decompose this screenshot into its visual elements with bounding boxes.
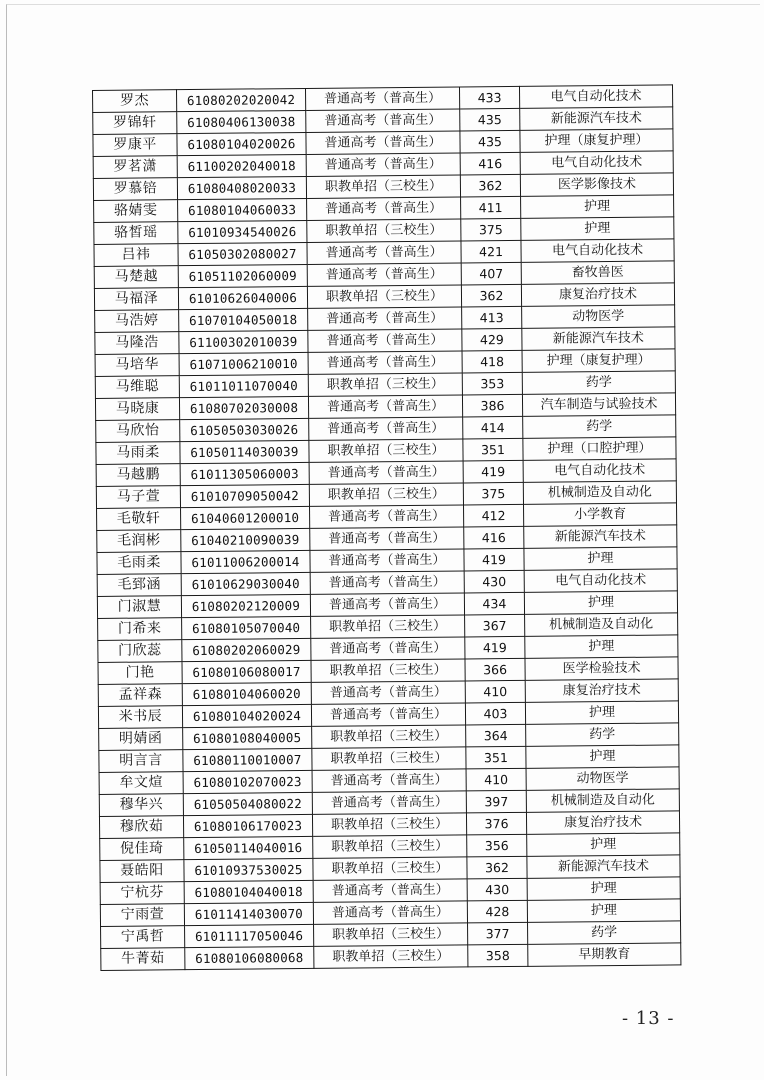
student-name-cell: 罗锦轩 [93, 112, 177, 135]
score-cell: 353 [462, 372, 522, 395]
score-cell: 413 [462, 306, 522, 329]
student-name-cell: 宁雨萱 [100, 904, 184, 927]
major-cell: 护理 [524, 547, 677, 570]
score-cell: 414 [463, 416, 523, 439]
score-cell: 410 [465, 680, 525, 703]
major-cell: 新能源汽车技术 [520, 107, 673, 130]
admission-type-cell: 普通高考（普高生） [313, 879, 467, 902]
score-cell: 362 [461, 284, 521, 307]
score-cell: 419 [463, 460, 523, 483]
major-cell: 机械制造及自动化 [525, 613, 678, 636]
major-cell: 电气自动化技术 [521, 239, 674, 262]
candidate-number-cell: 61100302010039 [179, 330, 308, 353]
candidate-number-cell: 61100202040018 [177, 154, 306, 177]
candidate-number-cell: 61080702030008 [179, 396, 308, 419]
score-cell: 351 [463, 438, 523, 461]
student-name-cell: 罗康平 [93, 134, 177, 157]
admission-type-cell: 普通高考（普高生） [311, 681, 465, 704]
major-cell: 护理 [524, 591, 677, 614]
admission-type-cell: 职教单招（三校生） [312, 725, 466, 748]
admission-type-cell: 普通高考（普高生） [310, 527, 464, 550]
student-name-cell: 马隆浩 [95, 332, 179, 355]
major-cell: 药学 [523, 415, 676, 438]
candidate-number-cell: 61080105070040 [182, 616, 311, 639]
score-cell: 412 [464, 504, 524, 527]
major-cell: 新能源汽车技术 [522, 327, 675, 350]
score-cell: 430 [467, 878, 527, 901]
score-cell: 362 [467, 856, 527, 879]
major-cell: 康复治疗技术 [526, 811, 679, 834]
page-number: - 13 - [622, 1008, 675, 1029]
student-name-cell: 米书辰 [98, 706, 182, 729]
score-cell: 418 [462, 350, 522, 373]
student-name-cell: 倪佳琦 [100, 838, 184, 861]
score-cell: 376 [466, 812, 526, 835]
candidate-number-cell: 61071006210010 [179, 352, 308, 375]
student-name-cell: 牛菁茹 [101, 948, 185, 971]
score-cell: 411 [461, 196, 521, 219]
admission-type-cell: 普通高考（普高生） [306, 109, 460, 132]
student-name-cell: 孟祥森 [98, 684, 182, 707]
admission-type-cell: 普通高考（普高生） [306, 153, 460, 176]
major-cell: 药学 [528, 921, 681, 944]
major-cell: 动物医学 [522, 305, 675, 328]
candidate-number-cell: 61080202120009 [181, 594, 310, 617]
candidate-number-cell: 61080406130038 [177, 110, 306, 133]
major-cell: 电气自动化技术 [523, 459, 676, 482]
candidate-number-cell: 61080104020024 [182, 704, 311, 727]
major-cell: 护理 [525, 635, 678, 658]
student-name-cell: 毛润彬 [97, 530, 181, 553]
score-cell: 435 [460, 130, 520, 153]
admission-type-cell: 普通高考（普高生） [307, 197, 461, 220]
admission-type-cell: 普通高考（普高生） [313, 901, 467, 924]
student-name-cell: 宁杭芬 [100, 882, 184, 905]
student-name-cell: 罗慕锫 [93, 178, 177, 201]
major-cell: 小学教育 [523, 503, 676, 526]
major-cell: 早期教育 [528, 943, 681, 966]
score-cell: 416 [460, 152, 520, 175]
candidate-number-cell: 61080202060029 [182, 638, 311, 661]
admission-type-cell: 普通高考（普高生） [306, 131, 460, 154]
student-name-cell: 穆欣茹 [99, 816, 183, 839]
candidate-number-cell: 61050114030039 [180, 440, 309, 463]
admission-type-cell: 职教单招（三校生） [308, 373, 462, 396]
score-cell: 419 [465, 636, 525, 659]
candidate-number-cell: 61010934540026 [178, 220, 307, 243]
score-cell: 410 [466, 768, 526, 791]
student-name-cell: 聂皓阳 [100, 860, 184, 883]
candidate-number-cell: 61080102070023 [183, 770, 312, 793]
score-cell: 358 [468, 944, 528, 967]
candidate-number-cell: 61010626040006 [178, 286, 307, 309]
student-name-cell: 毛雨柔 [97, 552, 181, 575]
major-cell: 康复治疗技术 [521, 283, 674, 306]
student-name-cell: 门淑慧 [97, 596, 181, 619]
candidate-number-cell: 61011414030070 [184, 902, 313, 925]
candidate-number-cell: 61080108040005 [183, 726, 312, 749]
candidate-number-cell: 61040210090039 [181, 528, 310, 551]
student-name-cell: 明言言 [99, 750, 183, 773]
candidate-number-cell: 61080104060033 [178, 198, 307, 221]
major-cell: 电气自动化技术 [524, 569, 677, 592]
score-cell: 403 [465, 702, 525, 725]
admission-type-cell: 职教单招（三校生） [314, 923, 468, 946]
score-cell: 375 [463, 482, 523, 505]
student-name-cell: 罗杰 [93, 90, 177, 113]
score-cell: 366 [465, 658, 525, 681]
scanned-table-container [92, 84, 680, 971]
major-cell: 护理 [521, 217, 674, 240]
admission-type-cell: 普通高考（普高生） [310, 505, 464, 528]
major-cell: 护理（口腔护理） [523, 437, 676, 460]
student-name-cell: 门欣蕊 [98, 640, 182, 663]
major-cell: 药学 [526, 723, 679, 746]
candidate-number-cell: 61080106080068 [185, 946, 314, 969]
score-cell: 435 [460, 108, 520, 131]
admission-type-cell: 普通高考（普高生） [311, 703, 465, 726]
candidate-number-cell: 61050114040016 [184, 836, 313, 859]
major-cell: 康复治疗技术 [525, 679, 678, 702]
major-cell: 医学影像技术 [520, 173, 673, 196]
candidate-number-cell: 61050302080027 [178, 242, 307, 265]
score-cell: 430 [464, 570, 524, 593]
admission-type-cell: 职教单招（三校生） [307, 219, 461, 242]
score-cell: 367 [465, 614, 525, 637]
candidate-number-cell: 61080106080017 [182, 660, 311, 683]
student-name-cell: 罗茗潇 [93, 156, 177, 179]
admission-type-cell: 普通高考（普高生） [310, 571, 464, 594]
admission-type-cell: 职教单招（三校生） [311, 659, 465, 682]
major-cell: 药学 [522, 371, 675, 394]
admission-type-cell: 职教单招（三校生） [309, 483, 463, 506]
admission-type-cell: 普通高考（普高生） [308, 395, 462, 418]
admission-type-cell: 职教单招（三校生） [312, 813, 466, 836]
admission-type-cell: 普通高考（普高生） [309, 417, 463, 440]
admission-type-cell: 普通高考（普高生） [308, 351, 462, 374]
major-cell: 汽车制造与试验技术 [522, 393, 675, 416]
candidate-number-cell: 61011011070040 [179, 374, 308, 397]
score-cell: 419 [464, 548, 524, 571]
candidate-number-cell: 61080202020042 [177, 88, 306, 111]
score-cell: 386 [462, 394, 522, 417]
student-name-cell: 骆皙瑶 [94, 222, 178, 245]
candidate-number-cell: 61080104020026 [177, 132, 306, 155]
student-name-cell: 门艳 [98, 662, 182, 685]
candidate-number-cell: 61080104040018 [184, 880, 313, 903]
candidate-number-cell: 61080104060020 [182, 682, 311, 705]
score-cell: 364 [466, 724, 526, 747]
student-name-cell: 马浩婷 [95, 310, 179, 333]
major-cell: 机械制造及自动化 [523, 481, 676, 504]
table-body [93, 85, 681, 971]
major-cell: 护理（康复护理） [522, 349, 675, 372]
student-name-cell: 马雨柔 [96, 442, 180, 465]
score-cell: 407 [461, 262, 521, 285]
table-row [101, 943, 681, 971]
student-name-cell: 马培华 [95, 354, 179, 377]
major-cell: 电气自动化技术 [519, 85, 672, 108]
admission-type-cell: 普通高考（普高生） [310, 549, 464, 572]
admission-type-cell: 职教单招（三校生） [309, 439, 463, 462]
candidate-number-cell: 61070104050018 [179, 308, 308, 331]
major-cell: 机械制造及自动化 [526, 789, 679, 812]
admission-type-cell: 普通高考（普高生） [312, 791, 466, 814]
major-cell: 护理 [527, 899, 680, 922]
major-cell: 护理 [527, 833, 680, 856]
candidate-number-cell: 61010709050042 [180, 484, 309, 507]
candidate-number-cell: 61050503030026 [180, 418, 309, 441]
student-name-cell: 马福泽 [94, 288, 178, 311]
student-name-cell: 穆华兴 [99, 794, 183, 817]
score-cell: 434 [464, 592, 524, 615]
student-name-cell: 马晓康 [95, 398, 179, 421]
score-cell: 356 [467, 834, 527, 857]
admission-type-cell: 普通高考（普高生） [311, 637, 465, 660]
student-name-cell: 马子萱 [96, 486, 180, 509]
student-name-cell: 宁禹哲 [101, 926, 185, 949]
admission-type-cell: 职教单招（三校生） [306, 175, 460, 198]
admission-table [92, 84, 681, 971]
student-name-cell: 明婧函 [99, 728, 183, 751]
admission-type-cell: 职教单招（三校生） [307, 285, 461, 308]
candidate-number-cell: 61011117050046 [185, 924, 314, 947]
admission-type-cell: 普通高考（普高生） [305, 87, 459, 110]
score-cell: 375 [461, 218, 521, 241]
candidate-number-cell: 61011305060003 [180, 462, 309, 485]
score-cell: 351 [466, 746, 526, 769]
major-cell: 动物医学 [526, 767, 679, 790]
admission-type-cell: 职教单招（三校生） [313, 857, 467, 880]
major-cell: 护理 [521, 195, 674, 218]
major-cell: 护理（康复护理） [520, 129, 673, 152]
score-cell: 433 [459, 86, 519, 109]
major-cell: 新能源汽车技术 [524, 525, 677, 548]
admission-type-cell: 普通高考（普高生） [309, 461, 463, 484]
student-name-cell: 吕祎 [94, 244, 178, 267]
score-cell: 421 [461, 240, 521, 263]
candidate-number-cell: 61051102060009 [178, 264, 307, 287]
student-name-cell: 门希来 [98, 618, 182, 641]
admission-type-cell: 普通高考（普高生） [307, 263, 461, 286]
student-name-cell: 骆婧雯 [94, 200, 178, 223]
score-cell: 429 [462, 328, 522, 351]
student-name-cell: 马欣怡 [96, 420, 180, 443]
candidate-number-cell: 61010629030040 [181, 572, 310, 595]
student-name-cell: 牟文煊 [99, 772, 183, 795]
student-name-cell: 毛郅涵 [97, 574, 181, 597]
admission-type-cell: 普通高考（普高生） [310, 593, 464, 616]
major-cell: 护理 [525, 701, 678, 724]
admission-type-cell: 职教单招（三校生） [311, 615, 465, 638]
admission-type-cell: 职教单招（三校生） [312, 747, 466, 770]
score-cell: 428 [467, 900, 527, 923]
student-name-cell: 马越鹏 [96, 464, 180, 487]
major-cell: 护理 [527, 877, 680, 900]
major-cell: 护理 [526, 745, 679, 768]
major-cell: 电气自动化技术 [520, 151, 673, 174]
score-cell: 362 [460, 174, 520, 197]
student-name-cell: 马楚越 [94, 266, 178, 289]
admission-type-cell: 职教单招（三校生） [314, 945, 468, 968]
candidate-number-cell: 61080408020033 [177, 176, 306, 199]
student-name-cell: 马维聪 [95, 376, 179, 399]
candidate-number-cell: 61040601200010 [181, 506, 310, 529]
candidate-number-cell: 61050504080022 [183, 792, 312, 815]
score-cell: 416 [464, 526, 524, 549]
major-cell: 畜牧兽医 [521, 261, 674, 284]
score-cell: 397 [466, 790, 526, 813]
candidate-number-cell: 61080106170023 [183, 814, 312, 837]
student-name-cell: 毛敬轩 [97, 508, 181, 531]
candidate-number-cell: 61080110010007 [183, 748, 312, 771]
major-cell: 新能源汽车技术 [527, 855, 680, 878]
admission-type-cell: 普通高考（普高生） [307, 241, 461, 264]
major-cell: 医学检验技术 [525, 657, 678, 680]
admission-type-cell: 普通高考（普高生） [308, 307, 462, 330]
candidate-number-cell: 61010937530025 [184, 858, 313, 881]
admission-type-cell: 职教单招（三校生） [313, 835, 467, 858]
score-cell: 377 [468, 922, 528, 945]
admission-type-cell: 普通高考（普高生） [312, 769, 466, 792]
candidate-number-cell: 61011006200014 [181, 550, 310, 573]
admission-type-cell: 普通高考（普高生） [308, 329, 462, 352]
